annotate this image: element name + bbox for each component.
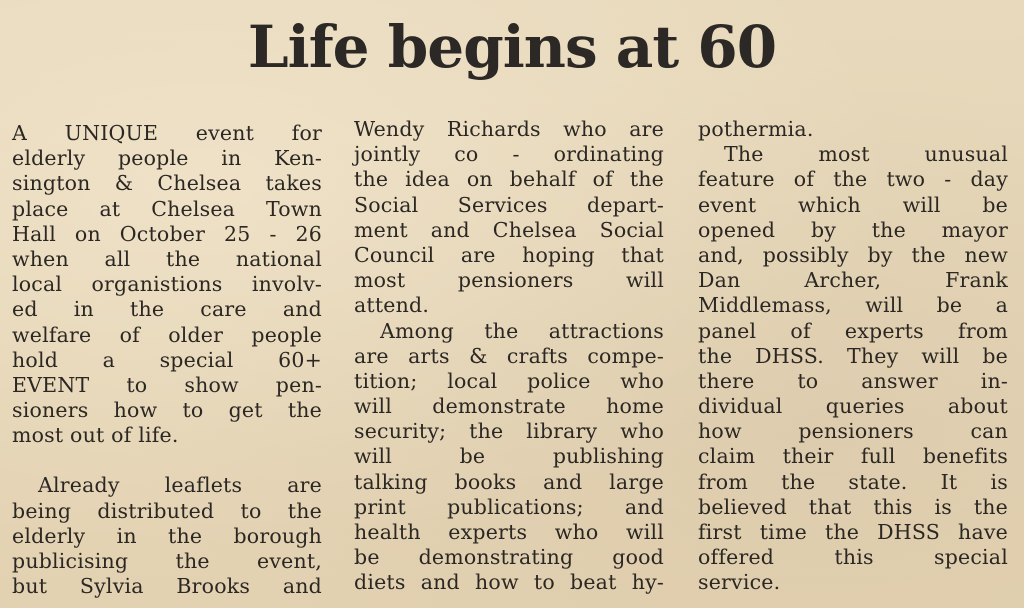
- text-line: welfare of older people: [12, 322, 322, 347]
- text-line: will demonstrate home: [354, 394, 664, 419]
- text-line: believed that this is the: [698, 494, 1008, 519]
- text-line: Already leaflets are: [38, 473, 322, 498]
- text-line: when all the national: [12, 246, 322, 271]
- text-line: Wendy Richards who are: [354, 117, 664, 141]
- text-line: A UNIQUE event for: [12, 121, 322, 145]
- text-line: place at Chelsea Town: [12, 196, 322, 221]
- article-column-3: [698, 117, 1008, 596]
- text-line: local organistions involv-: [12, 272, 322, 297]
- text-line: Among the attractions: [380, 318, 664, 343]
- text-line: panel of experts from: [698, 318, 1008, 343]
- text-line: talking books and large: [354, 469, 664, 494]
- text-line: sioners how to get the: [12, 398, 322, 423]
- text-line: dividual queries about: [698, 394, 1008, 419]
- text-line: feature of the two - day: [698, 167, 1008, 192]
- text-line: attend.: [354, 293, 430, 318]
- text-line: most out of life.: [12, 423, 179, 448]
- text-line: offered this special: [698, 545, 1008, 570]
- text-line: EVENT to show pen-: [12, 372, 322, 397]
- text-line: ed in the care and: [12, 297, 322, 322]
- text-line: how pensioners can: [698, 419, 1008, 444]
- text-line: the DHSS. They will be: [698, 343, 1008, 368]
- article-column-2: [354, 117, 664, 596]
- text-line: but Sylvia Brooks and: [12, 574, 322, 599]
- text-line: and, possibly by the new: [698, 242, 1008, 267]
- text-line: Hall on October 25 - 26: [12, 221, 322, 246]
- text-line: most pensioners will: [354, 268, 664, 293]
- text-line: event which will be: [698, 192, 1008, 217]
- text-line: being distributed to the: [12, 498, 322, 523]
- text-line: hold a special 60+: [12, 347, 322, 372]
- text-line: publicising the event,: [12, 549, 322, 573]
- paragraph-gap: [12, 448, 322, 473]
- text-line: from the state. It is: [698, 469, 1008, 494]
- text-line: elderly in the borough: [12, 523, 322, 548]
- text-line: elderly people in Ken-: [12, 146, 322, 171]
- text-line: security; the library who: [354, 419, 664, 444]
- text-line: service.: [698, 570, 781, 595]
- text-line: opened by the mayor: [698, 217, 1008, 242]
- text-line: ment and Chelsea Social: [354, 217, 664, 242]
- text-line: diets and how to beat hy-: [354, 570, 664, 595]
- text-line: pothermia.: [698, 117, 814, 141]
- text-line: are arts & crafts compe-: [354, 343, 664, 368]
- text-line: sington & Chelsea takes: [12, 171, 322, 196]
- text-line: health experts who will: [354, 520, 664, 544]
- text-line: jointly co - ordinating: [354, 142, 664, 167]
- text-line: will be publishing: [354, 444, 664, 469]
- text-line: tition; local police who: [354, 368, 664, 393]
- text-line: first time the DHSS have: [698, 520, 1008, 544]
- article-column-1: [12, 121, 322, 599]
- text-line: Council are hoping that: [354, 242, 664, 267]
- headline: Life begins at 60: [247, 13, 777, 81]
- text-line: claim their full benefits: [698, 444, 1008, 469]
- text-line: Middlemass, will be a: [698, 293, 1008, 318]
- text-line: print publications; and: [354, 494, 664, 519]
- text-line: the idea on behalf of the: [354, 167, 664, 192]
- text-line: be demonstrating good: [354, 545, 664, 570]
- text-line: The most unusual: [724, 142, 1008, 167]
- text-line: Social Services depart-: [354, 192, 664, 217]
- text-line: Dan Archer, Frank: [698, 268, 1008, 293]
- text-line: there to answer in-: [698, 368, 1008, 393]
